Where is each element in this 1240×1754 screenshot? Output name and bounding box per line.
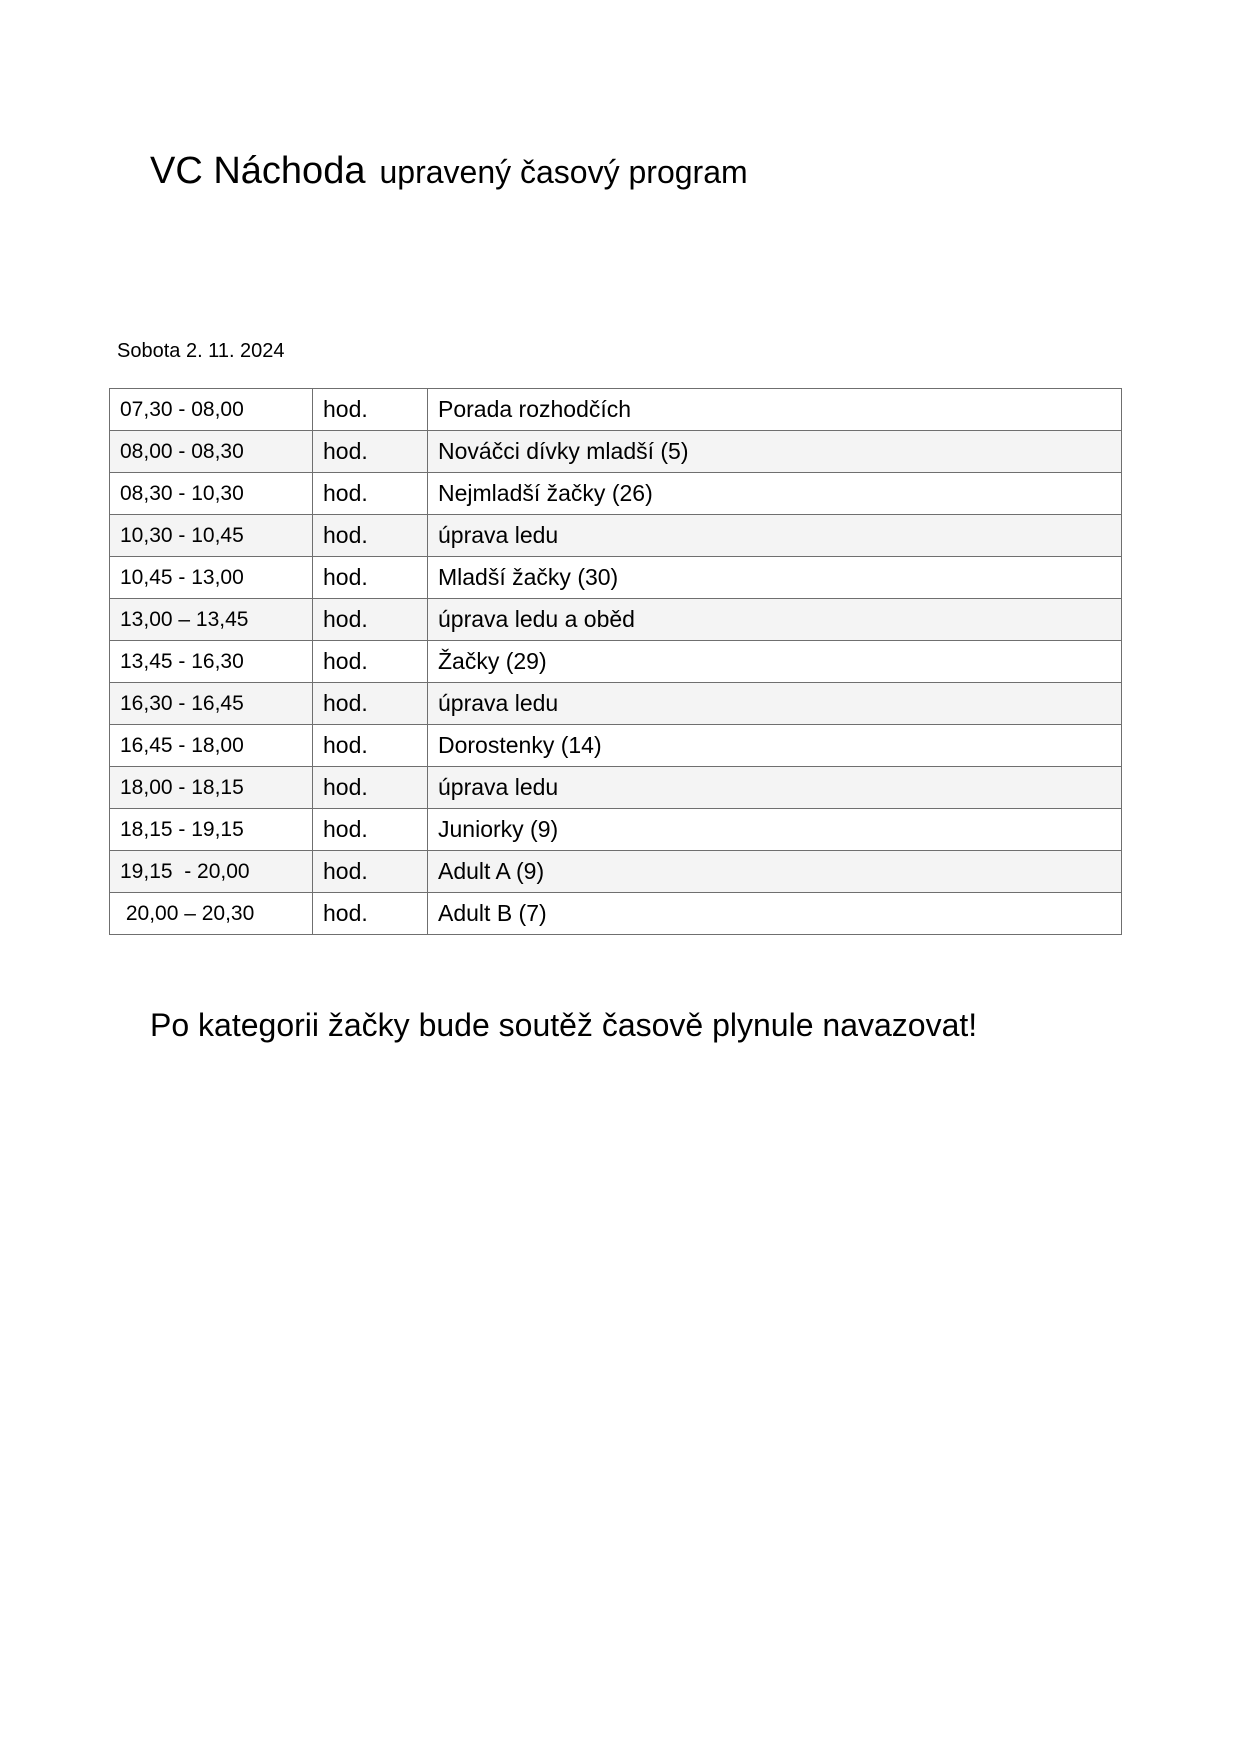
unit-cell: hod. <box>313 515 428 557</box>
unit-cell: hod. <box>313 431 428 473</box>
table-row <box>110 683 1122 725</box>
table-row <box>110 725 1122 767</box>
activity-cell: Mladší žačky (30) <box>428 557 1122 599</box>
activity-cell: Nováčci dívky mladší (5) <box>428 431 1122 473</box>
unit-cell: hod. <box>313 473 428 515</box>
table-row <box>110 431 1122 473</box>
schedule-table-body <box>110 389 1122 935</box>
unit-cell: hod. <box>313 641 428 683</box>
table-row <box>110 389 1122 431</box>
table-row <box>110 851 1122 893</box>
schedule-table <box>109 388 1122 935</box>
table-row <box>110 473 1122 515</box>
activity-cell: úprava ledu a oběd <box>428 599 1122 641</box>
unit-cell: hod. <box>313 683 428 725</box>
table-row <box>110 641 1122 683</box>
unit-cell: hod. <box>313 557 428 599</box>
table-row <box>110 599 1122 641</box>
time-cell: 08,00 - 08,30 <box>110 431 313 473</box>
note-text: Po kategorii žačky bude soutěž časově plynule navazovat! <box>150 1007 978 1043</box>
table-row <box>110 557 1122 599</box>
unit-cell: hod. <box>313 851 428 893</box>
table-row <box>110 809 1122 851</box>
activity-cell: Nejmladší žačky (26) <box>428 473 1122 515</box>
table-row <box>110 767 1122 809</box>
activity-cell: Adult A (9) <box>428 851 1122 893</box>
time-cell: 08,30 - 10,30 <box>110 473 313 515</box>
table-row <box>110 515 1122 557</box>
time-cell: 18,00 - 18,15 <box>110 767 313 809</box>
activity-cell: Adult B (7) <box>428 893 1122 935</box>
activity-cell: úprava ledu <box>428 683 1122 725</box>
date-label: Sobota 2. 11. 2024 <box>117 340 285 362</box>
time-cell: 10,45 - 13,00 <box>110 557 313 599</box>
time-cell: 16,45 - 18,00 <box>110 725 313 767</box>
time-cell: 18,15 - 19,15 <box>110 809 313 851</box>
activity-cell: úprava ledu <box>428 515 1122 557</box>
unit-cell: hod. <box>313 725 428 767</box>
time-cell: 19,15 - 20,00 <box>110 851 313 893</box>
unit-cell: hod. <box>313 809 428 851</box>
time-cell: 07,30 - 08,00 <box>110 389 313 431</box>
activity-cell: Juniorky (9) <box>428 809 1122 851</box>
activity-cell: Porada rozhodčích <box>428 389 1122 431</box>
time-cell: 13,00 – 13,45 <box>110 599 313 641</box>
unit-cell: hod. <box>313 389 428 431</box>
unit-cell: hod. <box>313 767 428 809</box>
time-cell: 20,00 – 20,30 <box>110 893 313 935</box>
unit-cell: hod. <box>313 599 428 641</box>
activity-cell: úprava ledu <box>428 767 1122 809</box>
page-title <box>150 150 748 193</box>
title-main: VC Náchoda <box>150 150 366 192</box>
time-cell: 10,30 - 10,45 <box>110 515 313 557</box>
table-row <box>110 893 1122 935</box>
time-cell: 13,45 - 16,30 <box>110 641 313 683</box>
activity-cell: Dorostenky (14) <box>428 725 1122 767</box>
title-subtitle: upravený časový program <box>379 154 748 190</box>
activity-cell: Žačky (29) <box>428 641 1122 683</box>
time-cell: 16,30 - 16,45 <box>110 683 313 725</box>
unit-cell: hod. <box>313 893 428 935</box>
